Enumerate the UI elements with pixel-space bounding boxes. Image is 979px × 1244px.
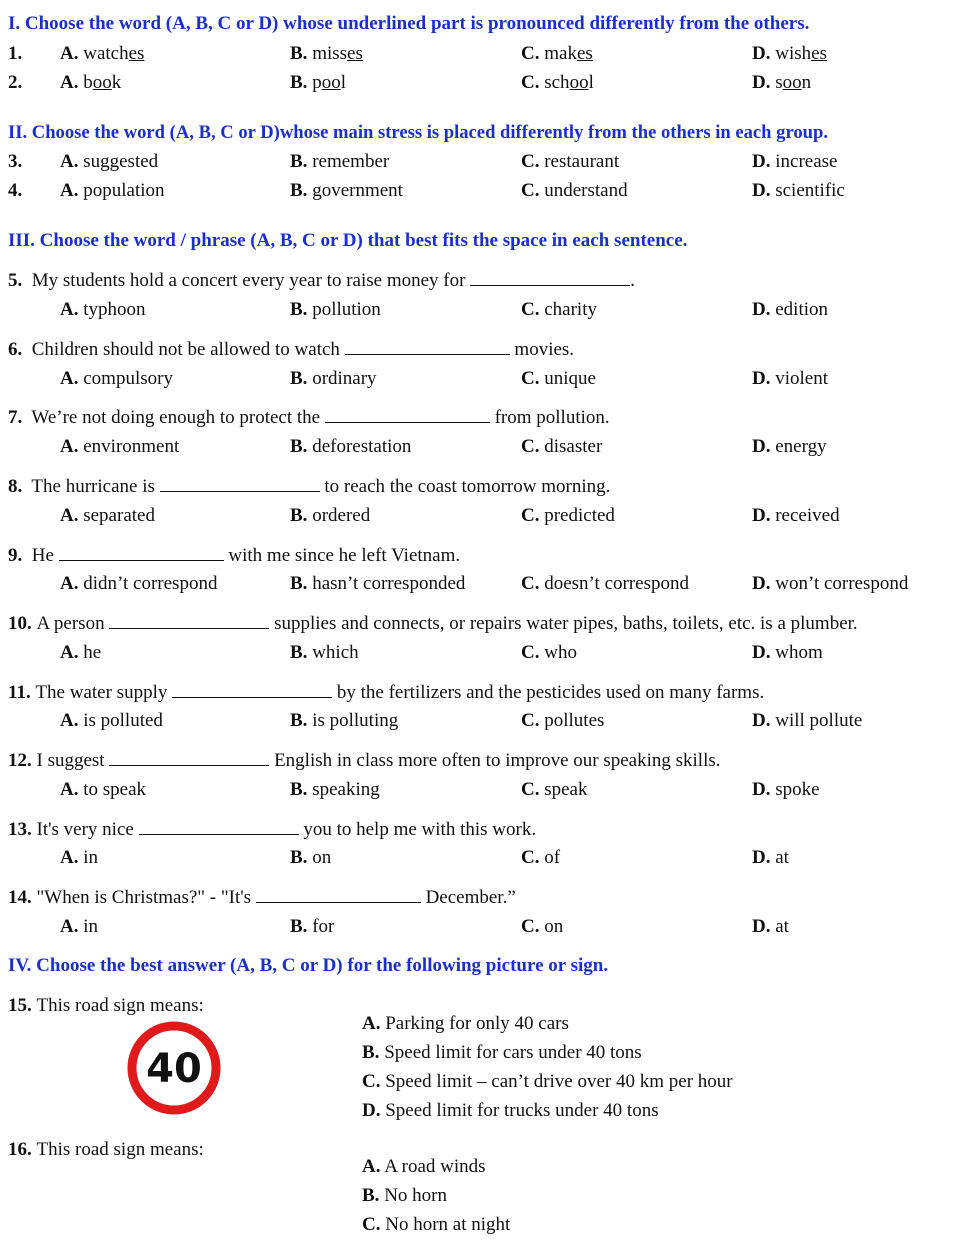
- option-letter: D.: [752, 710, 771, 731]
- q12-option-c[interactable]: [521, 779, 588, 801]
- option-text: edition: [775, 299, 829, 320]
- option-letter: B.: [290, 710, 308, 731]
- option-text: environment: [83, 436, 180, 457]
- underlined-part: es: [576, 43, 593, 64]
- q6-option-a[interactable]: [60, 368, 173, 390]
- option-letter: B.: [290, 573, 308, 594]
- option-letter: D.: [752, 72, 771, 93]
- option-text: understand: [544, 180, 628, 201]
- answer-blank[interactable]: [470, 271, 630, 286]
- option-text: Speed limit for cars under 40 tons: [384, 1042, 642, 1063]
- option-letter: A.: [60, 847, 79, 868]
- q8-option-a[interactable]: [60, 505, 155, 527]
- option-text: pollution: [312, 299, 381, 320]
- q16-stem: [8, 1139, 204, 1161]
- option-letter: C.: [521, 72, 540, 93]
- q7-stem: [8, 407, 610, 429]
- option-letter: A.: [60, 436, 79, 457]
- stem-text: movies.: [514, 339, 575, 360]
- stem-text: by the fertilizers and the pesticides used on many farms.: [336, 682, 765, 703]
- option-text: at: [775, 916, 789, 937]
- stem-text: English in class more often to improve our speaking skills.: [274, 750, 721, 771]
- option-text: p: [312, 72, 322, 93]
- q5-option-c[interactable]: [521, 299, 597, 321]
- option-letter: B.: [290, 847, 308, 868]
- question-number: 16.: [8, 1139, 32, 1160]
- option-text: didn’t correspond: [83, 573, 218, 594]
- q2-number: 2.: [8, 72, 23, 93]
- q15-option-c[interactable]: [362, 1071, 733, 1093]
- q3-option-c[interactable]: [521, 151, 619, 173]
- underlined-part: es: [128, 43, 145, 64]
- option-text: in: [83, 847, 99, 868]
- question-number: 13.: [8, 819, 32, 840]
- option-letter: B.: [290, 180, 308, 201]
- q6-option-c[interactable]: [521, 368, 596, 390]
- q16-option-a[interactable]: [362, 1156, 486, 1178]
- answer-blank[interactable]: [139, 820, 299, 835]
- q4-number: 4.: [8, 180, 23, 201]
- option-letter: C.: [521, 180, 540, 201]
- option-text: mak: [544, 43, 577, 64]
- option-text: who: [544, 642, 577, 663]
- option-letter: B.: [290, 779, 308, 800]
- answer-blank[interactable]: [345, 340, 510, 355]
- question-number: 6.: [8, 339, 23, 360]
- option-letter: A.: [60, 779, 79, 800]
- q6-option-b[interactable]: [290, 368, 377, 390]
- option-letter: D.: [752, 151, 771, 172]
- stem-text: I suggest: [36, 750, 105, 771]
- answer-blank[interactable]: [160, 477, 320, 492]
- q16-option-c[interactable]: [362, 1214, 510, 1236]
- stem-text: "When is Christmas?" - "It's: [36, 887, 252, 908]
- option-text: ordinary: [312, 368, 377, 389]
- q9-option-a[interactable]: [60, 573, 217, 595]
- option-letter: D.: [362, 1100, 381, 1121]
- q13-option-d[interactable]: [752, 847, 789, 869]
- option-letter: A.: [60, 368, 79, 389]
- option-text: b: [83, 72, 93, 93]
- option-text: won’t correspond: [775, 573, 909, 594]
- stem-text: This road sign means:: [36, 1139, 204, 1160]
- stem-text: A person: [36, 613, 105, 634]
- option-letter: A.: [60, 72, 79, 93]
- option-letter: A.: [60, 43, 79, 64]
- q5-option-b[interactable]: [290, 299, 381, 321]
- section-3-heading: III. Choose the word / phrase (A, B, C or D) that best fits the space in each sentence.: [8, 230, 688, 251]
- q3-number: 3.: [8, 151, 23, 172]
- stem-text: This road sign means:: [36, 995, 204, 1016]
- option-letter: C.: [362, 1071, 381, 1092]
- option-letter: B.: [290, 642, 308, 663]
- option-text: miss: [312, 43, 348, 64]
- underlined-part: oo: [92, 72, 112, 93]
- q12-option-b[interactable]: [290, 779, 380, 801]
- q3-option-d[interactable]: [752, 151, 837, 173]
- q5-stem: [8, 270, 635, 292]
- option-letter: B.: [362, 1042, 380, 1063]
- q14-stem: [8, 887, 516, 909]
- option-letter: D.: [752, 642, 771, 663]
- underlined-part: oo: [782, 72, 802, 93]
- option-text: at: [775, 847, 789, 868]
- q10-option-d[interactable]: [752, 642, 823, 664]
- option-text: typhoon: [83, 299, 146, 320]
- option-text: whom: [775, 642, 823, 663]
- answer-blank[interactable]: [109, 614, 269, 629]
- option-letter: D.: [752, 779, 771, 800]
- stem-text: The hurricane is: [31, 476, 155, 497]
- option-letter: A.: [60, 916, 79, 937]
- option-text: disaster: [544, 436, 603, 457]
- stem-text: My students hold a concert every year to raise money for: [31, 270, 466, 291]
- question-number: 11.: [8, 682, 31, 703]
- section-4-heading: IV. Choose the best answer (A, B, C or D) for the following picture or sign.: [8, 955, 609, 976]
- stem-text: you to help me with this work.: [303, 819, 537, 840]
- option-letter: D.: [752, 43, 771, 64]
- q10-option-a[interactable]: [60, 642, 101, 664]
- q15-option-d[interactable]: [362, 1100, 659, 1122]
- stem-text: The water supply: [35, 682, 168, 703]
- q11-stem: [8, 682, 764, 704]
- option-text: remember: [312, 151, 390, 172]
- q8-option-c[interactable]: [521, 505, 615, 527]
- option-letter: D.: [752, 505, 771, 526]
- option-text: of: [544, 847, 561, 868]
- option-letter: B.: [290, 368, 308, 389]
- underlined-part: oo: [569, 72, 589, 93]
- q4-option-c[interactable]: [521, 180, 628, 202]
- q8-option-d[interactable]: [752, 505, 840, 527]
- speed-limit-sign-icon: [126, 1020, 222, 1116]
- option-letter: C.: [521, 847, 540, 868]
- q13-option-a[interactable]: [60, 847, 98, 869]
- q4-option-a[interactable]: [60, 180, 165, 202]
- option-text: doesn’t correspond: [544, 573, 689, 594]
- option-text: received: [775, 505, 840, 526]
- option-text: speaking: [312, 779, 380, 800]
- option-text: scientific: [775, 180, 845, 201]
- option-text: l: [588, 72, 594, 93]
- q5-option-a[interactable]: [60, 299, 146, 321]
- option-text: separated: [83, 505, 155, 526]
- option-text: sch: [544, 72, 570, 93]
- option-text: predicted: [544, 505, 615, 526]
- option-letter: C.: [521, 43, 540, 64]
- option-letter: C.: [521, 436, 540, 457]
- option-text: is polluting: [312, 710, 399, 731]
- option-text: hasn’t corresponded: [312, 573, 466, 594]
- q14-option-a[interactable]: [60, 916, 98, 938]
- option-letter: B.: [290, 505, 308, 526]
- option-letter: C.: [521, 151, 540, 172]
- q1-number: 1.: [8, 43, 23, 64]
- option-letter: A.: [60, 505, 79, 526]
- q5-option-d[interactable]: [752, 299, 828, 321]
- option-letter: B.: [290, 916, 308, 937]
- question-number: 7.: [8, 407, 23, 428]
- option-letter: C.: [521, 299, 540, 320]
- question-number: 5.: [8, 270, 23, 291]
- option-text: increase: [775, 151, 838, 172]
- option-letter: A.: [60, 642, 79, 663]
- option-text: compulsory: [83, 368, 173, 389]
- option-text: government: [312, 180, 403, 201]
- q4-option-b[interactable]: [290, 180, 403, 202]
- option-letter: D.: [752, 436, 771, 457]
- q11-option-b[interactable]: [290, 710, 398, 732]
- q3-option-a[interactable]: [60, 151, 158, 173]
- stem-text: supplies and connects, or repairs water pipes, baths, toilets, etc. is a plumber.: [274, 613, 858, 634]
- sign-number: 40: [146, 1046, 202, 1092]
- q1-option-c[interactable]: [521, 43, 593, 65]
- section-2-heading: II. Choose the word (A, B, C or D)whose main stress is placed differently from the others in each group.: [8, 122, 828, 143]
- underlined-part: es: [811, 43, 827, 64]
- option-letter: C.: [521, 710, 540, 731]
- q12-option-a[interactable]: [60, 779, 146, 801]
- q3-option-b[interactable]: [290, 151, 389, 173]
- option-text: restaurant: [544, 151, 620, 172]
- option-letter: A.: [60, 180, 79, 201]
- option-text: on: [544, 916, 564, 937]
- option-letter: A.: [362, 1156, 381, 1177]
- option-letter: A.: [60, 710, 79, 731]
- stem-text: from pollution.: [494, 407, 610, 428]
- q1-option-b[interactable]: [290, 43, 363, 65]
- q11-option-a[interactable]: [60, 710, 163, 732]
- q12-stem: [8, 750, 721, 772]
- underlined-part: es: [347, 43, 363, 64]
- option-letter: B.: [290, 72, 308, 93]
- stem-text: with me since he left Vietnam.: [228, 545, 461, 566]
- option-text: l: [340, 72, 346, 93]
- option-text: energy: [775, 436, 827, 457]
- option-text: No horn at night: [385, 1214, 511, 1235]
- option-letter: B.: [290, 299, 308, 320]
- option-text: n: [801, 72, 812, 93]
- option-letter: D.: [752, 847, 771, 868]
- q6-option-d[interactable]: [752, 368, 828, 390]
- option-letter: C.: [521, 779, 540, 800]
- option-text: charity: [544, 299, 597, 320]
- answer-blank[interactable]: [172, 683, 332, 698]
- option-text: Parking for only 40 cars: [385, 1013, 569, 1034]
- question-number: 8.: [8, 476, 23, 497]
- option-text: for: [312, 916, 335, 937]
- q15-stem: [8, 995, 204, 1017]
- option-text: No horn: [384, 1185, 447, 1206]
- option-letter: C.: [362, 1214, 381, 1235]
- option-text: Speed limit – can’t drive over 40 km per hour: [385, 1071, 733, 1092]
- q9-option-d[interactable]: [752, 573, 908, 595]
- option-text: speak: [544, 779, 588, 800]
- answer-blank[interactable]: [256, 888, 421, 903]
- q2-option-d[interactable]: [752, 72, 811, 94]
- q6-stem: [8, 339, 574, 361]
- option-text: suggested: [83, 151, 159, 172]
- question-number: 14.: [8, 887, 32, 908]
- option-letter: D.: [752, 180, 771, 201]
- option-text: A road winds: [384, 1156, 486, 1177]
- option-text: pollutes: [544, 710, 605, 731]
- option-text: deforestation: [312, 436, 412, 457]
- q15-option-b[interactable]: [362, 1042, 642, 1064]
- option-letter: C.: [521, 505, 540, 526]
- option-letter: C.: [521, 573, 540, 594]
- q15-option-a[interactable]: [362, 1013, 569, 1035]
- q1-option-a[interactable]: [60, 43, 144, 65]
- q11-option-d[interactable]: [752, 710, 862, 732]
- option-letter: B.: [290, 436, 308, 457]
- option-text: is polluted: [83, 710, 163, 731]
- stem-text: It's very nice: [36, 819, 134, 840]
- option-letter: D.: [752, 916, 771, 937]
- q14-option-c[interactable]: [521, 916, 563, 938]
- option-letter: B.: [362, 1185, 380, 1206]
- q16-option-b[interactable]: [362, 1185, 447, 1207]
- option-text: ordered: [312, 505, 371, 526]
- q4-option-d[interactable]: [752, 180, 845, 202]
- q2-option-c[interactable]: [521, 72, 594, 94]
- q12-option-d[interactable]: [752, 779, 820, 801]
- option-text: spoke: [775, 779, 820, 800]
- answer-blank[interactable]: [325, 408, 490, 423]
- option-letter: D.: [752, 368, 771, 389]
- option-letter: A.: [60, 299, 79, 320]
- q10-option-c[interactable]: [521, 642, 577, 664]
- q7-option-c[interactable]: [521, 436, 602, 458]
- option-letter: A.: [362, 1013, 381, 1034]
- option-text: watch: [83, 43, 129, 64]
- option-text: s: [775, 72, 783, 93]
- question-number: 12.: [8, 750, 32, 771]
- option-text: k: [111, 72, 122, 93]
- option-letter: A.: [60, 151, 79, 172]
- q8-option-b[interactable]: [290, 505, 370, 527]
- option-text: population: [83, 180, 165, 201]
- stem-text: .: [630, 270, 635, 291]
- q9-stem: [8, 545, 460, 567]
- stem-text: Children should not be allowed to watch: [31, 339, 340, 360]
- q2-option-a[interactable]: [60, 72, 121, 94]
- option-text: on: [312, 847, 332, 868]
- question-number: 15.: [8, 995, 32, 1016]
- option-letter: B.: [290, 43, 308, 64]
- option-letter: C.: [521, 368, 540, 389]
- question-number: 10.: [8, 613, 32, 634]
- section-1-heading: I. Choose the word (A, B, C or D) whose underlined part is pronounced differently from the others.: [8, 13, 810, 34]
- option-text: in: [83, 916, 99, 937]
- stem-text: to reach the coast tomorrow morning.: [324, 476, 611, 497]
- q13-option-b[interactable]: [290, 847, 331, 869]
- q14-option-b[interactable]: [290, 916, 334, 938]
- q10-stem: [8, 613, 858, 635]
- answer-blank[interactable]: [59, 546, 224, 561]
- question-number: 9.: [8, 545, 23, 566]
- stem-text: December.”: [425, 887, 516, 908]
- q2-option-b[interactable]: [290, 72, 346, 94]
- q1-option-d[interactable]: [752, 43, 827, 65]
- option-text: will pollute: [775, 710, 863, 731]
- q8-stem: [8, 476, 610, 498]
- stem-text: He: [31, 545, 54, 566]
- q9-option-b[interactable]: [290, 573, 465, 595]
- stem-text: We’re not doing enough to protect the: [31, 407, 321, 428]
- underlined-part: oo: [321, 72, 341, 93]
- option-letter: A.: [60, 573, 79, 594]
- q13-stem: [8, 819, 536, 841]
- option-text: wish: [775, 43, 812, 64]
- q11-option-c[interactable]: [521, 710, 604, 732]
- q7-option-d[interactable]: [752, 436, 827, 458]
- q7-option-b[interactable]: [290, 436, 411, 458]
- option-text: to speak: [83, 779, 147, 800]
- option-text: he: [83, 642, 102, 663]
- option-text: Speed limit for trucks under 40 tons: [385, 1100, 659, 1121]
- q14-option-d[interactable]: [752, 916, 789, 938]
- option-letter: B.: [290, 151, 308, 172]
- answer-blank[interactable]: [109, 751, 269, 766]
- option-text: unique: [544, 368, 596, 389]
- option-letter: D.: [752, 299, 771, 320]
- option-text: violent: [775, 368, 829, 389]
- option-letter: C.: [521, 642, 540, 663]
- option-text: which: [312, 642, 359, 663]
- q9-option-c[interactable]: [521, 573, 689, 595]
- option-letter: D.: [752, 573, 771, 594]
- q10-option-b[interactable]: [290, 642, 359, 664]
- q13-option-c[interactable]: [521, 847, 560, 869]
- option-letter: C.: [521, 916, 540, 937]
- q7-option-a[interactable]: [60, 436, 179, 458]
